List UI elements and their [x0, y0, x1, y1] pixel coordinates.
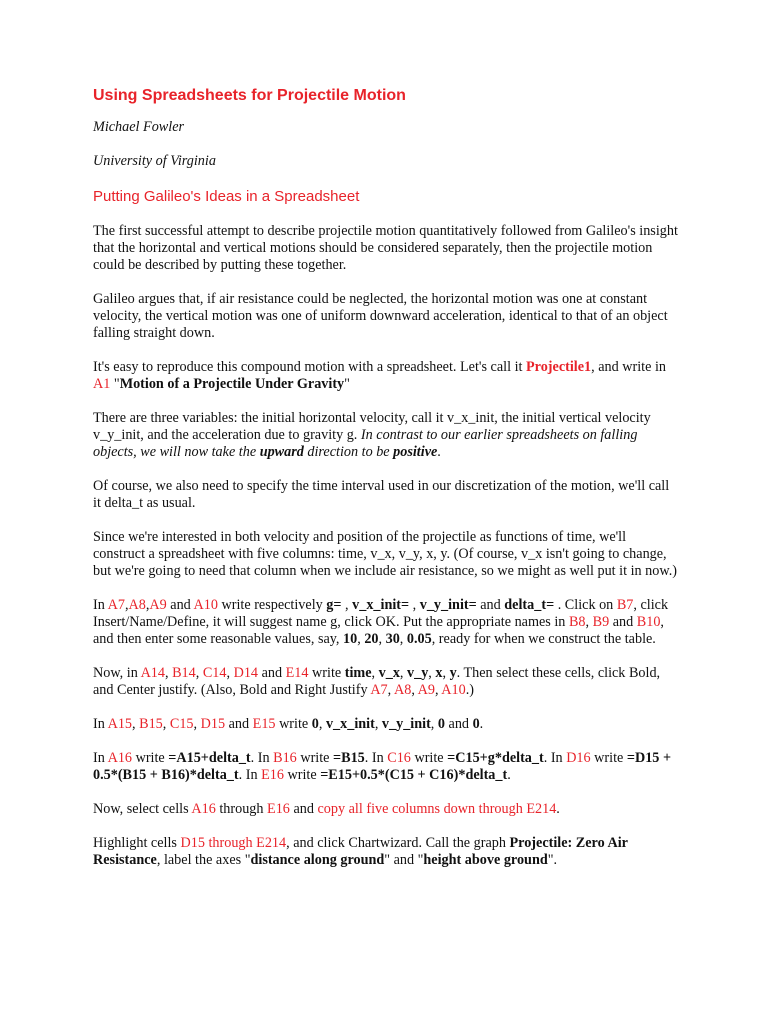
- text: There are three variables: the initial horizontal velocity, call it v_x_init, the initial vertical velocity v_y_init, and the acceleration due to gravity g.: [93, 410, 651, 443]
- text: ,: [124, 597, 129, 613]
- paragraph-variables: [93, 410, 678, 461]
- text: , label the axes ": [156, 852, 251, 868]
- text: ,: [411, 682, 418, 698]
- text: ,: [193, 716, 201, 732]
- text: . In: [543, 750, 567, 766]
- cell-ref: C16: [387, 750, 411, 766]
- text: , and then enter some reasonable values, say,: [93, 614, 664, 647]
- text: ,: [226, 665, 234, 681]
- paragraph-time-interval: [93, 478, 678, 512]
- text: ,: [585, 614, 593, 630]
- bold-text: Motion of a Projectile Under Gravity: [119, 376, 345, 392]
- text: Of course, we also need to specify the time interval used in our discretization of the motion, we'll call it delta_t as usual.: [93, 478, 670, 511]
- paragraph-headers: [93, 665, 678, 699]
- cell-ref: A8: [128, 597, 146, 613]
- text: and: [225, 716, 253, 732]
- doc-affiliation: University of Virginia: [93, 153, 216, 169]
- bold-text: 0.05: [406, 631, 432, 647]
- text: In: [93, 716, 108, 732]
- paragraph-intro: [93, 223, 678, 274]
- bold-text: positive: [393, 444, 438, 460]
- text: ,: [409, 597, 420, 613]
- formula: =A15+delta_t: [168, 750, 251, 766]
- cell-ref: C15: [169, 716, 194, 732]
- cell-ref: D16: [566, 750, 591, 766]
- text: ,: [442, 665, 450, 681]
- bold-text: x: [435, 665, 443, 681]
- text: ,: [434, 682, 442, 698]
- text: ,: [145, 597, 150, 613]
- cell-ref: E16: [267, 801, 290, 817]
- text: ,: [371, 665, 379, 681]
- text: ,: [374, 716, 382, 732]
- text: In: [93, 597, 108, 613]
- bold-text: v_y_init=: [419, 597, 477, 613]
- cell-ref: A14: [140, 665, 165, 681]
- text: In: [93, 750, 108, 766]
- cell-ref: B8: [568, 614, 586, 630]
- formula: =D15 + 0.5*(B15 + B16)*delta_t: [93, 750, 672, 783]
- text: It's easy to reproduce this compound motion with a spreadsheet. Let's call it: [93, 359, 526, 375]
- text: ,: [165, 665, 173, 681]
- bold-text: v_x_init: [325, 716, 375, 732]
- text: , and click Chartwizard. Call the graph: [286, 835, 510, 851]
- spreadsheet-name: Projectile1: [526, 359, 592, 375]
- cell-ref: A10: [441, 682, 466, 698]
- bold-text: 30: [385, 631, 400, 647]
- highlight-text: copy all five columns down through E214: [317, 801, 557, 817]
- text: Now, select cells: [93, 801, 192, 817]
- text: write: [308, 665, 345, 681]
- cell-ref: E14: [285, 665, 309, 681]
- bold-text: v_y_init: [381, 716, 431, 732]
- paragraph-chart: [93, 835, 678, 869]
- cell-ref: D14: [233, 665, 259, 681]
- cell-ref: A16: [107, 750, 133, 766]
- text: ,: [132, 716, 140, 732]
- italic-text: direction to be: [303, 444, 394, 460]
- cell-ref: B7: [616, 597, 634, 613]
- text: write: [296, 750, 334, 766]
- text: . In: [238, 767, 262, 783]
- text: .: [479, 716, 484, 732]
- text: and: [444, 716, 473, 732]
- bold-text: 0: [437, 716, 445, 732]
- cell-ref: A15: [107, 716, 133, 732]
- text: ,: [378, 631, 386, 647]
- bold-italic-text: [260, 444, 304, 460]
- text: ,: [341, 597, 353, 613]
- formula: =C15+g*delta_t: [447, 750, 544, 766]
- bold-text: Projectile: Zero Air Resistance: [93, 835, 628, 868]
- doc-title: Using Spreadsheets for Projectile Motion: [93, 87, 406, 104]
- cell-ref: B14: [172, 665, 196, 681]
- bold-text: upward: [259, 444, 304, 460]
- paragraph-compound-motion: [93, 359, 678, 393]
- text: ,: [357, 631, 365, 647]
- text: and: [289, 801, 318, 817]
- formula: =E15+0.5*(C15 + C16)*delta_t: [320, 767, 508, 783]
- text: . Click on: [554, 597, 617, 613]
- formula: =B15: [333, 750, 365, 766]
- bold-text: 10: [343, 631, 358, 647]
- paragraph-initial-values: [93, 716, 678, 733]
- text: Since we're interested in both velocity and position of the projectile as functions of time, we'll construct a spreadsheet with five columns: time, v_x, v_y, x, y. (Of course, v_x isn't going to change, but we're going to need that column when we include air resistance, so we might as well put it in now.): [93, 529, 677, 579]
- document-content: [93, 86, 678, 886]
- text: and: [476, 597, 505, 613]
- bold-text: distance along ground: [250, 852, 385, 868]
- text: .): [465, 682, 474, 698]
- bold-text: delta_t=: [504, 597, 555, 613]
- cell-ref: B9: [592, 614, 610, 630]
- text: through: [215, 801, 268, 817]
- paragraph-copy: [93, 801, 678, 818]
- text: and: [258, 665, 286, 681]
- text: ,: [195, 665, 203, 681]
- bold-text: 0: [311, 716, 319, 732]
- text: . Then select these cells, click Bold, and Center justify. (Also, Bold and Right Justify: [93, 665, 661, 698]
- bold-text: time: [344, 665, 372, 681]
- text: , and write in: [591, 359, 666, 375]
- paragraph-columns: [93, 529, 678, 580]
- cell-ref: B15: [139, 716, 163, 732]
- text: The first successful attempt to describe projectile motion quantitatively followed from Galileo's insight that the horizontal and vertical motions should be considered separately, then the projectile motion could be described by putting these together.: [93, 223, 678, 273]
- section-heading: Putting Galileo's Ideas in a Spreadsheet: [93, 188, 360, 205]
- highlight-text: D15 through E214: [180, 835, 287, 851]
- text: write: [283, 767, 321, 783]
- text: ,: [430, 716, 438, 732]
- text: Galileo argues that, if air resistance could be neglected, the horizontal motion was one at constant velocity, the vertical motion was one of uniform downward acceleration, identical to that of an object falling straight down.: [93, 291, 668, 341]
- text: ,: [318, 716, 326, 732]
- text: write: [410, 750, 448, 766]
- text: ".: [547, 852, 558, 868]
- paragraph-names: [93, 597, 678, 648]
- bold-text: y: [449, 665, 457, 681]
- text: write: [132, 750, 169, 766]
- cell-ref: E15: [252, 716, 276, 732]
- text: write: [275, 716, 312, 732]
- bold-text: v_x_init=: [352, 597, 410, 613]
- italic-text: In contrast to our earlier spreadsheets on falling objects, we will now take the: [93, 427, 638, 460]
- text: Highlight cells: [93, 835, 181, 851]
- text: , ready for when we construct the table.: [431, 631, 656, 647]
- cell-ref: A9: [149, 597, 167, 613]
- cell-ref: B10: [636, 614, 661, 630]
- text: . In: [364, 750, 388, 766]
- text: .: [437, 444, 441, 460]
- text: ,: [387, 682, 394, 698]
- cell-ref: A7: [107, 597, 125, 613]
- bold-text: 0: [472, 716, 480, 732]
- text: , click Insert/Name/Define, it will suggest name g, click OK. Put the appropriate names in: [93, 597, 669, 630]
- text: ,: [399, 631, 407, 647]
- bold-text: g=: [326, 597, 342, 613]
- paragraph-galileo: [93, 291, 678, 342]
- text: Now, in: [93, 665, 141, 681]
- text: ,: [399, 665, 407, 681]
- cell-ref: A8: [393, 682, 412, 698]
- bold-text: height above ground: [423, 852, 548, 868]
- cell-ref: C14: [202, 665, 227, 681]
- text: ,: [162, 716, 170, 732]
- doc-author: Michael Fowler: [93, 119, 185, 135]
- cell-ref: A9: [417, 682, 435, 698]
- cell-ref: E16: [261, 767, 284, 783]
- cell-ref: A7: [370, 682, 388, 698]
- text: .: [556, 801, 560, 817]
- bold-text: v_x: [378, 665, 400, 681]
- text: " and ": [384, 852, 424, 868]
- cell-ref: B16: [273, 750, 297, 766]
- text: .: [507, 767, 511, 783]
- paragraph-formulas: [93, 750, 678, 784]
- text: and: [609, 614, 637, 630]
- text: ,: [428, 665, 436, 681]
- bold-text: 20: [364, 631, 379, 647]
- text: write: [590, 750, 627, 766]
- text: . In: [250, 750, 274, 766]
- cell-ref: D15: [200, 716, 226, 732]
- text: ": [110, 376, 120, 392]
- text: and: [166, 597, 194, 613]
- cell-ref: A10: [193, 597, 218, 613]
- cell-ref: A1: [93, 376, 111, 392]
- text: write respectively: [217, 597, 327, 613]
- bold-italic-text: [393, 444, 437, 460]
- bold-text: v_y: [407, 665, 429, 681]
- text: ": [344, 376, 350, 392]
- cell-ref: A16: [191, 801, 216, 817]
